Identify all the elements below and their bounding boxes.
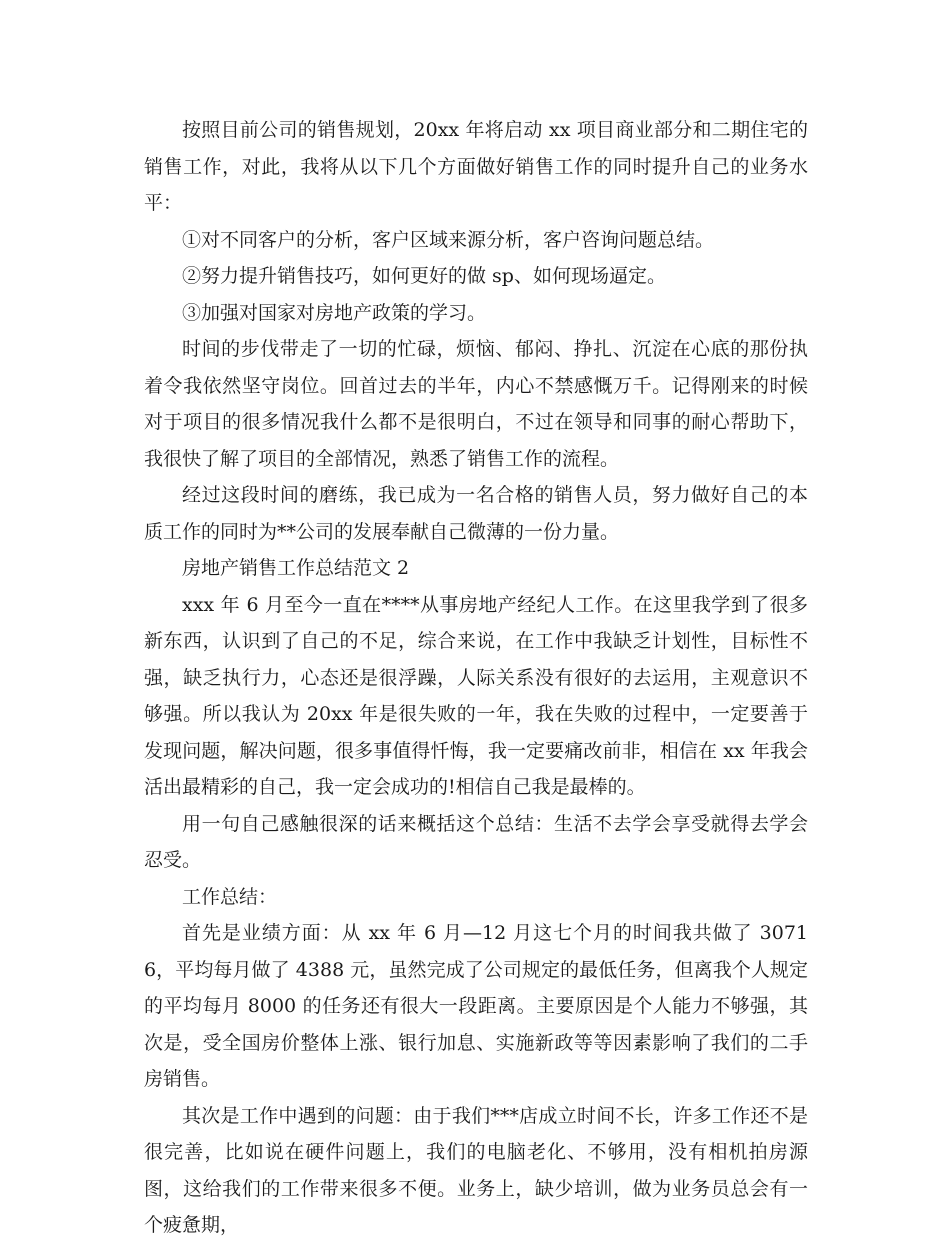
paragraph-growth: 经过这段时间的磨练，我已成为一名合格的销售人员，努力做好自己的本质工作的同时为**公司的发展奉献自己微薄的一份力量。	[144, 484, 808, 543]
document-body	[144, 112, 808, 1244]
section-heading: 房地产销售工作总结范文 2	[182, 557, 410, 579]
paragraph-motto: 用一句自己感触很深的话来概括这个总结：生活不去学会享受就得去学会忍受。	[144, 812, 808, 871]
paragraph-problems: 其次是工作中遇到的问题：由于我们***店成立时间不长，许多工作还不是很完善，比如说在硬件问题上，我们的电脑老化、不够用，没有相机拍房源图，这给我们的工作带来很多不便。业务上，缺少培训，做为业务员总会有一个疲惫期，	[144, 1104, 808, 1236]
list-item-policy-study: ③加强对国家对房地产政策的学习。	[182, 301, 487, 324]
paragraph-performance: 首先是业绩方面：从 xx 年 6 月—12 月这七个月的时间我共做了 30716，平均每月做了 4388 元，虽然完成了公司规定的最低任务，但离我个人规定的平均每月 8000 的任务还有很大一段距离。主要原因是个人能力不够强，其次是，受全国房价整体上涨、银行加息、实施新政等等因素影响了我们的二手房销售。	[144, 922, 808, 1090]
list-item-sales-skills: ②努力提升销售技巧，如何更好的做 sp、如何现场逼定。	[182, 265, 666, 287]
list-item-customer-analysis: ①对不同客户的分析，客户区域来源分析，客户咨询问题总结。	[182, 228, 715, 251]
paragraph-self-assessment: xxx 年 6 月至今一直在****从事房地产经纪人工作。在这里我学到了很多新东西，认识到了自己的不足，综合来说，在工作中我缺乏计划性，目标性不强，缺乏执行力，心态还是很浮躁，人际关系没有很好的去运用，主观意识不够强。所以我认为 20xx 年是很失败的一年，我在失败的过程中，一定要善于发现问题，解决问题，很多事值得忏悔，我一定要痛改前非，相信在 xx 年我会活出最精彩的自己，我一定会成功的!相信自己我是最棒的。	[144, 593, 808, 798]
paragraph-sales-plan: 按照目前公司的销售规划，20xx 年将启动 xx 项目商业部分和二期住宅的销售工作，对此，我将从以下几个方面做好销售工作的同时提升自己的业务水平：	[144, 119, 808, 214]
subheading-work-summary: 工作总结：	[182, 885, 278, 908]
paragraph-reflection: 时间的步伐带走了一切的忙碌，烦恼、郁闷、挣扎、沉淀在心底的那份执着令我依然坚守岗位。回首过去的半年，内心不禁感慨万千。记得刚来的时候对于项目的很多情况我什么都不是很明白，不过在领导和同事的耐心帮助下，我很快了解了项目的全部情况，熟悉了销售工作的流程。	[144, 338, 808, 470]
